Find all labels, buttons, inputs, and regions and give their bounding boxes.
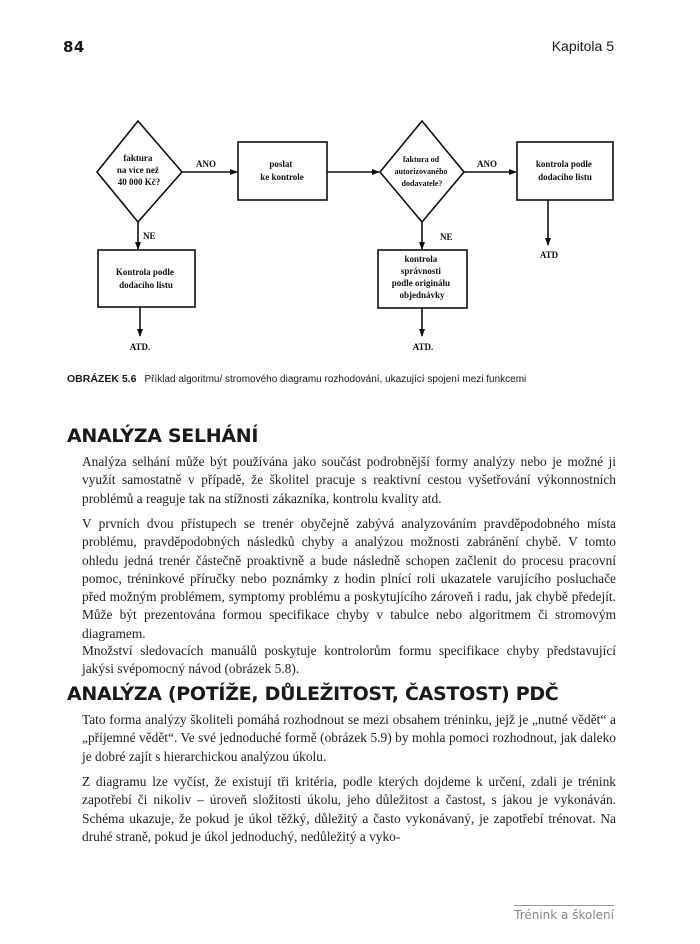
page-number: 84 <box>63 38 85 56</box>
section-heading-pdc-analysis: ANALÝZA (POTÍŽE, DŮLEŽITOST, ČASTOST) PDČ <box>67 683 559 705</box>
svg-text:faktura od autorizovanéh: faktura od autorizovaného dodavatele? <box>394 155 448 188</box>
label-no-2: NE <box>440 232 453 242</box>
box-delivery-check-right <box>517 142 613 200</box>
svg-text:kontrola správnosti: kontrola správnosti podle originálu objednávky <box>391 254 451 300</box>
figure-caption <box>67 373 526 385</box>
figure-caption-text: Příklad algoritmu/ stromového diagramu rozhodování, ukazující spojení mezi funkcemi <box>144 374 527 385</box>
running-footer: Trénink a školení <box>514 905 614 922</box>
paragraph: Tato forma analýzy školiteli pomáhá rozhodnout se mezi obsahem tréninku, jejž je „nutné vědět“ a „příjemné vědět“. Ve své jednoduché formě (obrázek 5.9) by mohla pomoci rozhodnout, jak daleko je dobré zajít s hierarchickou analýzou úkolu. <box>82 712 616 764</box>
label-yes-1: ANO <box>196 159 216 169</box>
chapter-title: Kapitola 5 <box>551 38 614 54</box>
svg-text:poslat ke kontrole: poslat ke kontrole <box>260 159 304 182</box>
end-left: ATD. <box>129 342 151 352</box>
box-send-to-check <box>238 142 327 200</box>
paragraph: Množství sledovacích manuálů poskytuje kontrolorům formu specifikace chyby představující jakýsi svépomocný návod (obrázek 5.8). <box>82 643 616 677</box>
figure-label: OBRÁZEK 5.6 <box>67 373 137 385</box>
svg-text:Kontrola podle dodacího: Kontrola podle dodacího listu <box>115 267 174 290</box>
end-right: ATD <box>539 250 559 260</box>
svg-text:kontrola podle dodacího: kontrola podle dodacího listu <box>535 159 592 182</box>
box-delivery-check-left <box>98 250 195 307</box>
paragraph: V prvních dvou přístupech se trenér obyčejně zabývá analyzováním pravděpodobného místa problému, pravděpodobných následků chyby a analýzou možnosti zabránění chybě. V tomto ohledu jedná trenér částečně proaktivně a bude následně schopen začlenit do procesu pracovní pomoc, tréninkové příručky nebo poznámky z hodin plnící roli ukazatele varujícího posluchače před možným problémem, symptomy problému a poskytujícího zároveň i radu, jak chybě předejít. Může být prezentována formou specifikace chyby v tabulce nebo algoritmem či stromovým diagramem. <box>82 516 616 641</box>
label-yes-2: ANO <box>477 159 497 169</box>
decision-flowchart <box>0 100 700 360</box>
paragraph: Z diagramu lze vyčíst, že existují tři kritéria, podle kterých dojdeme k určení, zdali je trénink zapotřebí či nikoliv – úroveň složitosti úkolu, jeho důležitost a častost, s jakou je vykonáván. Schéma ukazuje, že pokud je úkol těžký, důležitý a často vykonávaný, je zapotřebí trénovat. Na druhé straně, pokud je úkol jednoduchý, nedůležitý a vyko- <box>82 774 616 844</box>
paragraph: Analýza selhání může být používána jako součást podrobnější formy analýzy nebo je možné ji využít samostatně v případě, že školitel pracuje s reaktivní cestou vyšetřování výkonnostních problémů a reaguje tak na stížnosti zákazníka, kontrolu kvality atd. <box>82 454 616 506</box>
end-middle: ATD. <box>412 342 434 352</box>
svg-text:faktura na více než: faktura na více než 40 000 Kč? <box>116 153 161 187</box>
section-heading-failure-analysis: ANALÝZA SELHÁNÍ <box>67 425 259 447</box>
label-no-1: NE <box>143 231 156 241</box>
